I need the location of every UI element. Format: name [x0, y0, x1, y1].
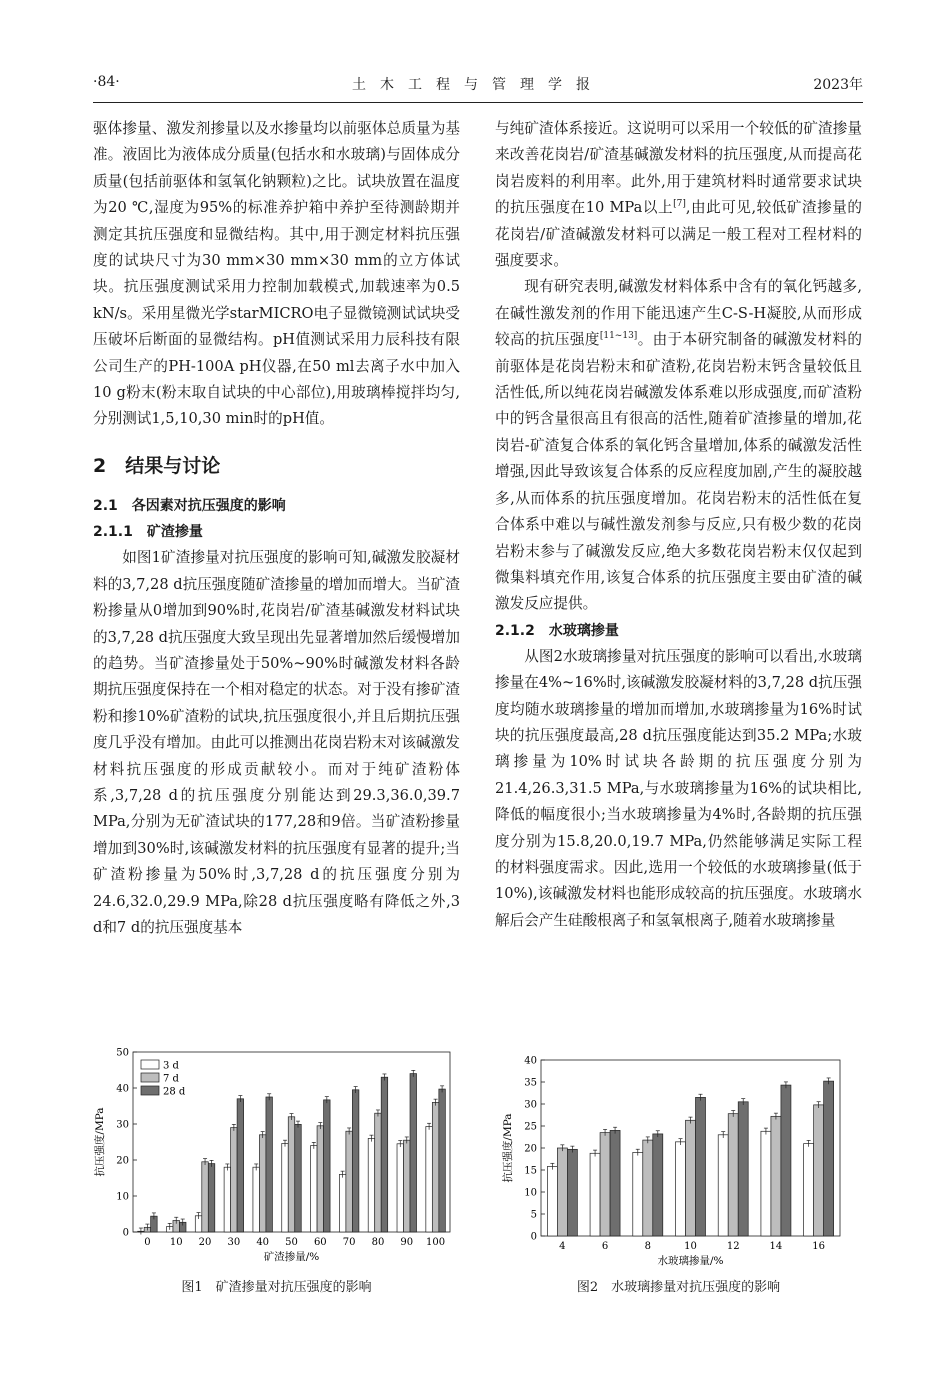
bar — [728, 1114, 738, 1236]
y-axis-label: 抗压强度/MPa — [94, 1107, 106, 1177]
x-tick-label: 60 — [313, 1237, 327, 1248]
bar — [781, 1085, 791, 1236]
figure-1-chart — [93, 1040, 460, 1270]
bar — [208, 1164, 215, 1232]
bar — [814, 1105, 824, 1236]
bar — [600, 1133, 610, 1236]
bar — [324, 1100, 331, 1232]
figure-1-caption: 图1 矿渣掺量对抗压强度的影响 — [181, 1280, 372, 1295]
y-axis-label: 抗压强度/MPa — [502, 1113, 514, 1183]
bar — [567, 1149, 577, 1236]
bar — [231, 1128, 238, 1232]
x-axis-label: 矿渣掺量/% — [263, 1251, 320, 1263]
x-tick-label: 100 — [426, 1237, 446, 1248]
figure-1 — [93, 1040, 460, 1270]
year: 2023年 — [813, 77, 863, 93]
legend-swatch — [141, 1060, 159, 1069]
bar — [686, 1120, 696, 1236]
x-tick-label: 90 — [400, 1237, 414, 1248]
y-tick-label: 30 — [524, 1099, 537, 1111]
citation: [11~13] — [599, 331, 638, 342]
x-tick-label: 10 — [684, 1241, 697, 1252]
legend-swatch — [141, 1073, 159, 1082]
text-run: ,由此可见,较低矿渣掺量的花岗岩/矿渣碱激发材料可以满足一般工程对工程材料的强度要求。 — [495, 199, 862, 270]
x-axis-label: 水玻璃掺量/% — [657, 1255, 724, 1267]
left-paragraph-1: 驱体掺量、激发剂掺量以及水掺量均以前驱体总质量为基准。液固比为液体成分质量(包括水和水玻璃)与固体成分质量(包括前驱体和氢氧化钠颗粒)之比。试块放置在温度为20 ℃,湿度为95%的标准养护箱中养护至待测龄期并测定其抗压强度和显微结构。其中,用于测定材料抗压强度的试块尺寸为30 mm×30 mm×30 mm的立方体试块。抗压强度测试采用力控制加载模式,加载速率为0.5 kN/s。采用星微光学starMICRO电子显微镜测试试块受压破坏后断面的显微结构。pH值测试采用力辰科技有限公司生产的PH-100A pH仪器,在50 ml去离子水中加入10 g粉末(粉末取自试块的中心部位),用玻璃棒搅拌均匀,分别测试1,5,10,30 min时的pH值。 — [93, 120, 460, 428]
text-run: 与纯矿渣体系接近。这说明可以采用一个较低的矿渣掺量来改善花岗岩/矿渣基碱激发材料的抗压强度,从而提高花岗岩废料的利用率。此外,用于建筑材料时通常要求试块的抗压强度在10 MPa以上 — [495, 120, 862, 217]
bar — [352, 1090, 359, 1232]
y-tick-label: 10 — [116, 1191, 129, 1203]
subsection-heading-2-1-2: 2.1.2 水玻璃掺量 — [495, 622, 619, 639]
x-tick-label: 40 — [256, 1237, 270, 1248]
page-number: ·84· — [93, 74, 120, 90]
bar — [439, 1089, 446, 1232]
y-tick-label: 40 — [524, 1055, 537, 1067]
header-rule — [93, 102, 863, 103]
citation: [7] — [673, 199, 686, 210]
x-tick-label: 10 — [169, 1237, 183, 1248]
text-run: 。由于本研究制备的碱激发材料的前驱体是花岗岩粉末和矿渣粉,花岗岩粉末钙含量较低且活性低,所以纯花岗岩碱激发体系难以形成强度,而矿渣粉中的钙含量很高且有很高的活性,随着矿渣掺量的增加,花岗岩-矿渣复合体系的氧化钙含量增加,体系的碱激发活性增强,因此导致该复合体系的反应程度加剧,产生的凝胶越多,从而体系的抗压强度增加。花岗岩粉末的活性低在复合体系中难以与碱性激发剂参与反应,只有极少数的花岗岩粉末参与了碱激发反应,绝大多数花岗岩粉末仅仅起到微集料填充作用,该复合体系的抗压强度主要由矿渣的碱激发反应提供。 — [495, 331, 862, 613]
right-column — [495, 116, 862, 934]
x-tick-label: 70 — [342, 1237, 356, 1248]
right-paragraph-2 — [495, 274, 862, 617]
bar — [590, 1153, 600, 1236]
journal-title: 土木工程与管理学报 — [352, 77, 604, 93]
bar — [426, 1127, 433, 1232]
bar — [381, 1077, 388, 1232]
bar — [282, 1143, 289, 1232]
bar — [311, 1146, 318, 1232]
bar — [653, 1134, 663, 1236]
bar — [718, 1135, 728, 1236]
left-paragraph-2: 如图1矿渣掺量对抗压强度的影响可知,碱激发胶凝材料的3,7,28 d抗压强度随矿渣掺量的增加而增大。当矿渣粉掺量从0增加到90%时,花岗岩/矿渣基碱激发材料试块的3,7,28 d抗压强度大致呈现出先显著增加然后缓慢增加的趋势。当矿渣掺量处于50%~90%时碱激发材料各龄期抗压强度保持在一个相对稳定的状态。对于没有掺矿渣粉和掺10%矿渣粉的试块,抗压强度很小,并且后期抗压强度几乎没有增加。由此可以推测出花岗岩粉末对该碱激发材料抗压强度的形成贡献较小。而对于纯矿渣粉体系,3,7,28 d的抗压强度分别能达到29.3,36.0,39.7 MPa,分别为无矿渣试块的177,28和9倍。当矿渣粉掺量增加到30%时,该碱激发材料的抗压强度有显著的提升;当矿渣粉掺量为50%时,3,7,28 d的抗压强度分别为24.6,32.0,29.9 MPa,除28 d抗压强度略有降低之外,3 d和7 d的抗压强度基本 — [93, 549, 460, 936]
bar — [547, 1166, 557, 1236]
figure-2-chart — [495, 1052, 862, 1270]
y-tick-label: 40 — [116, 1083, 129, 1095]
figure-2 — [495, 1052, 862, 1270]
bar — [237, 1099, 244, 1232]
y-tick-label: 15 — [524, 1165, 537, 1177]
legend-label: 7 d — [163, 1073, 179, 1085]
bar — [266, 1097, 273, 1232]
bar — [432, 1102, 439, 1232]
bar — [368, 1138, 375, 1232]
subsection-heading-2-1: 2.1 各因素对抗压强度的影响 — [93, 498, 286, 515]
x-tick-label: 30 — [227, 1237, 241, 1248]
bar — [804, 1144, 814, 1236]
bar — [317, 1126, 324, 1232]
bar — [633, 1152, 643, 1236]
bar — [824, 1081, 834, 1236]
bar — [224, 1167, 231, 1232]
x-tick-label: 4 — [559, 1241, 566, 1252]
x-tick-label: 6 — [601, 1241, 609, 1252]
x-tick-label: 0 — [144, 1237, 151, 1248]
subsection-heading-2-1-1: 2.1.1 矿渣掺量 — [93, 524, 203, 541]
bar — [375, 1113, 382, 1232]
page-header — [93, 74, 863, 98]
bar — [771, 1116, 781, 1236]
section-heading: 2 结果与讨论 — [93, 454, 221, 477]
y-tick-label: 0 — [122, 1227, 129, 1239]
bar — [346, 1131, 353, 1232]
right-paragraph-3: 从图2水玻璃掺量对抗压强度的影响可以看出,水玻璃掺量在4%~16%时,该碱激发胶凝材料的3,7,28 d抗压强度均随水玻璃掺量的增加而增加,水玻璃掺量为16%时试块的抗压强度最高,28 d抗压强度能达到35.2 MPa;水玻璃掺量为10%时试块各龄期的抗压强度分别为21.4,26.3,31.5 MPa,与水玻璃掺量为16%的试块相比,降低的幅度很小;当水玻璃掺量为4%时,各龄期的抗压强度分别为15.8,20.0,19.7 MPa,仍然能够满足实际工程的材料强度需求。因此,选用一个较低的水玻璃掺量(低于10%),该碱激发材料也能形成较高的抗压强度。水玻璃水解后会产生硅酸根离子和氢氧根离子,随着水玻璃掺量 — [495, 647, 862, 929]
text-run: 现有研究表明,碱激发材料体系中含有的氧化钙越多,在碱性激发剂的作用下能迅速产生C-S-H凝胶,从而形成较高的抗压强度 — [495, 278, 862, 349]
y-tick-label: 20 — [116, 1155, 129, 1167]
bar — [295, 1124, 302, 1232]
x-tick-label: 12 — [726, 1241, 740, 1252]
x-tick-label: 14 — [769, 1241, 783, 1252]
bar — [404, 1140, 411, 1232]
bar — [253, 1167, 260, 1232]
x-tick-label: 8 — [644, 1241, 651, 1252]
x-tick-label: 20 — [198, 1237, 212, 1248]
bar — [557, 1148, 567, 1236]
legend-label: 3 d — [163, 1060, 179, 1072]
bar — [397, 1144, 404, 1232]
bar — [202, 1162, 209, 1232]
y-tick-label: 10 — [524, 1187, 537, 1199]
x-tick-label: 50 — [285, 1237, 298, 1248]
y-tick-label: 20 — [524, 1143, 537, 1155]
bar — [643, 1140, 653, 1236]
y-tick-label: 0 — [530, 1231, 537, 1243]
right-paragraph-1 — [495, 116, 862, 274]
x-tick-label: 16 — [812, 1241, 826, 1252]
y-tick-label: 35 — [524, 1077, 537, 1089]
y-tick-label: 30 — [116, 1119, 129, 1131]
figure-2-caption: 图2 水玻璃掺量对抗压强度的影响 — [576, 1280, 781, 1295]
bar — [761, 1131, 771, 1236]
bar — [738, 1102, 748, 1236]
bar — [610, 1130, 620, 1236]
legend-swatch — [141, 1086, 159, 1095]
bar — [288, 1117, 295, 1232]
bar — [410, 1074, 417, 1232]
bar — [339, 1174, 346, 1232]
left-column — [93, 116, 460, 941]
y-tick-label: 25 — [524, 1121, 537, 1133]
bar — [696, 1097, 706, 1236]
bar — [676, 1142, 686, 1236]
bar — [259, 1135, 266, 1232]
x-tick-label: 80 — [371, 1237, 385, 1248]
y-tick-label: 50 — [116, 1047, 129, 1059]
legend-label: 28 d — [163, 1086, 186, 1098]
y-tick-label: 5 — [530, 1209, 537, 1221]
